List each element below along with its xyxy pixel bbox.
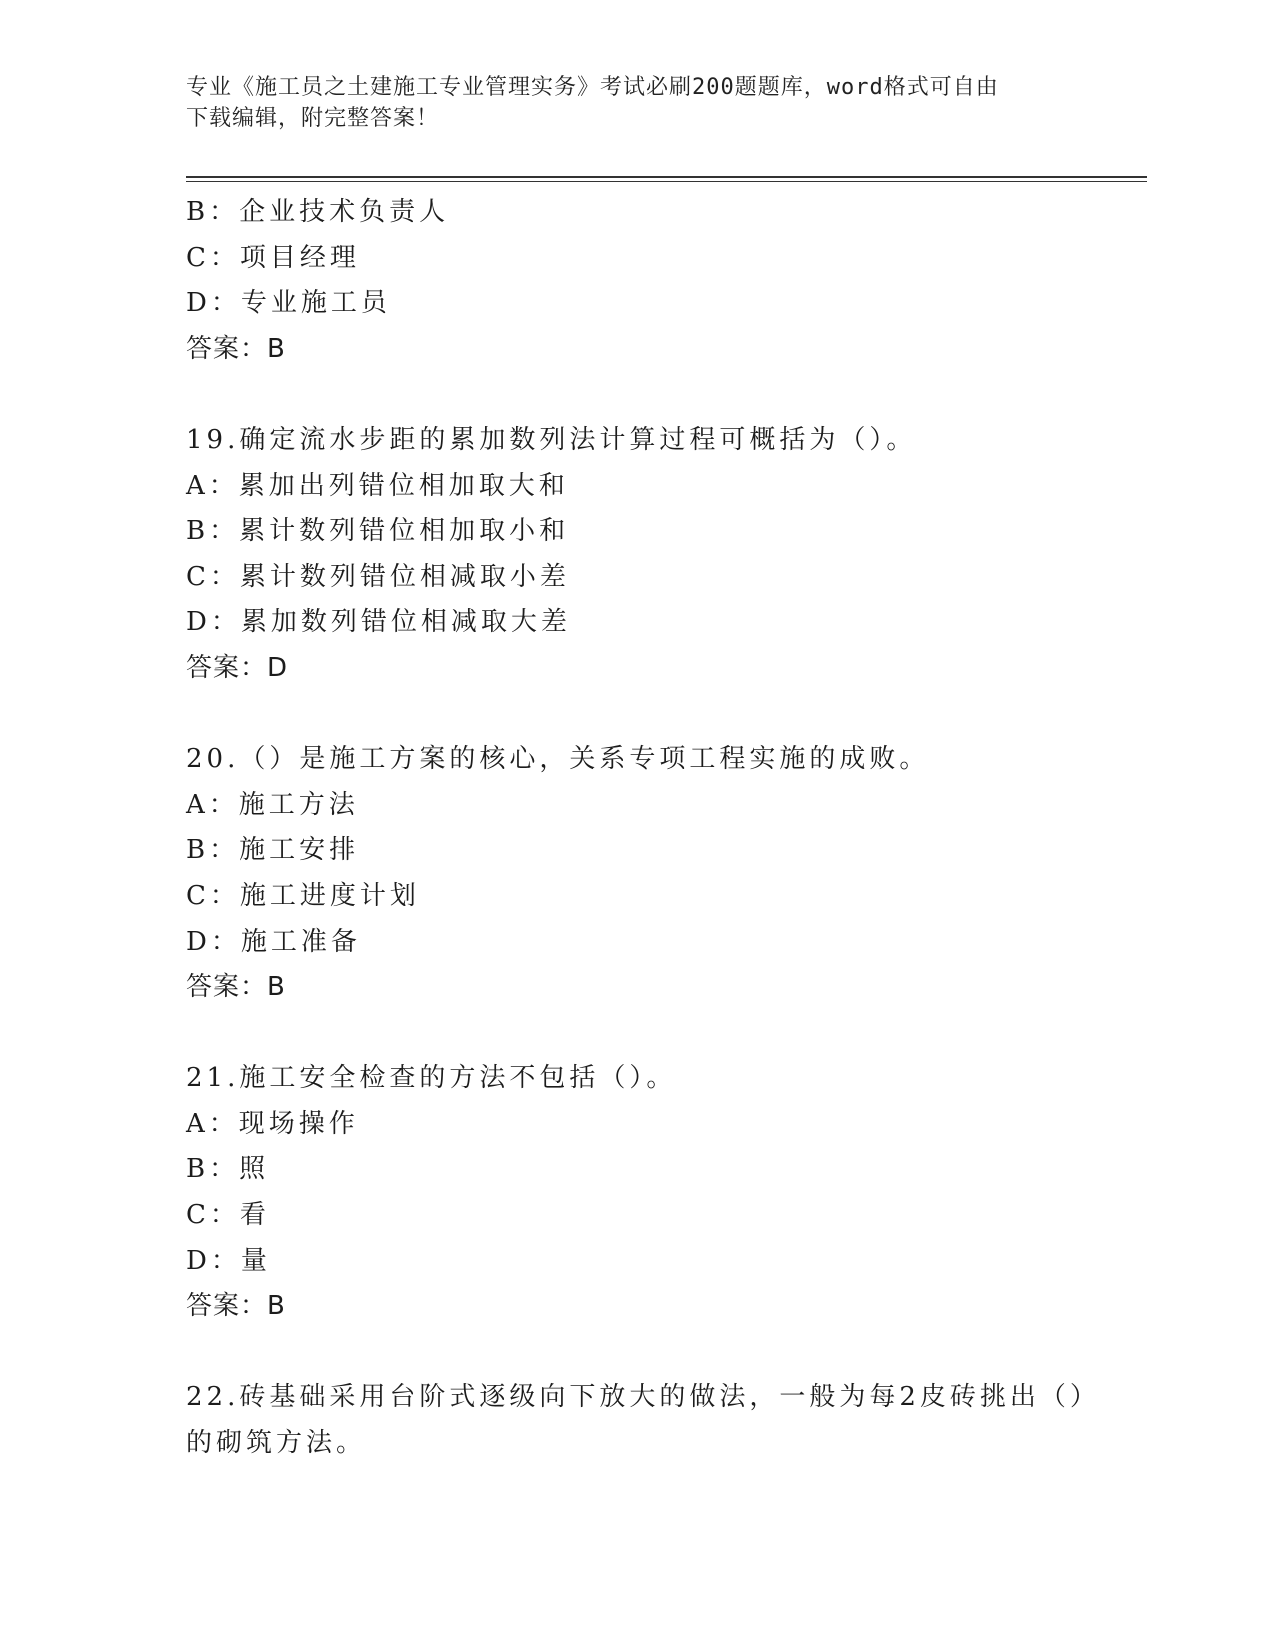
option-a: A：施工方法 — [186, 789, 359, 820]
option-c: C：累计数列错位相减取小差 — [186, 561, 570, 592]
option-a: A：现场操作 — [186, 1108, 359, 1139]
option-d: D：施工准备 — [186, 926, 361, 957]
option-b: B：企业技术负责人 — [186, 197, 450, 227]
spacer — [186, 692, 1086, 738]
option-d: D：量 — [186, 1245, 271, 1276]
option-d: D：累加数列错位相减取大差 — [186, 607, 571, 638]
question-21 — [186, 1056, 1086, 1330]
option-c: C：看 — [186, 1200, 270, 1231]
spacer — [186, 372, 1086, 418]
option-b: B：照 — [186, 1154, 270, 1185]
document-header — [186, 72, 1066, 134]
spacer — [186, 1330, 1086, 1376]
option-d: D：专业施工员 — [186, 288, 391, 319]
answer: 答案：D — [186, 652, 289, 683]
option-b: B：累计数列错位相加取小和 — [186, 516, 570, 547]
option-b: B：施工安排 — [186, 835, 360, 866]
header-divider-thick — [186, 176, 1147, 178]
answer: 答案：B — [186, 972, 286, 1003]
question-stem: 20.（）是施工方案的核心，关系专项工程实施的成败。 — [186, 744, 930, 775]
answer: 答案：B — [186, 333, 286, 364]
header-line-1: 专业《施工员之土建施工专业管理实务》考试必刷200题题库，word格式可自由 — [186, 75, 999, 100]
option-c: C：施工进度计划 — [186, 880, 420, 911]
option-a: A：累加出列错位相加取大和 — [186, 470, 569, 501]
spacer — [186, 1011, 1086, 1057]
question-18 — [186, 190, 1086, 372]
question-22 — [186, 1375, 1100, 1466]
question-stem: 19.确定流水步距的累加数列法计算过程可概括为（）。 — [186, 424, 917, 455]
answer: 答案：B — [186, 1291, 286, 1322]
option-c: C：项目经理 — [186, 242, 360, 273]
question-list — [186, 190, 1100, 1467]
question-19 — [186, 418, 1086, 692]
question-stem: 21.施工安全检查的方法不包括（）。 — [186, 1063, 677, 1094]
header-divider-thin — [186, 181, 1147, 182]
header-line-2: 下载编辑，附完整答案！ — [186, 106, 440, 131]
question-stem-line-1: 22.砖基础采用台阶式逐级向下放大的做法，一般为每2皮砖挑出（） — [186, 1382, 1100, 1413]
question-20 — [186, 737, 1086, 1011]
question-stem-line-2: 的砌筑方法。 — [186, 1428, 367, 1459]
